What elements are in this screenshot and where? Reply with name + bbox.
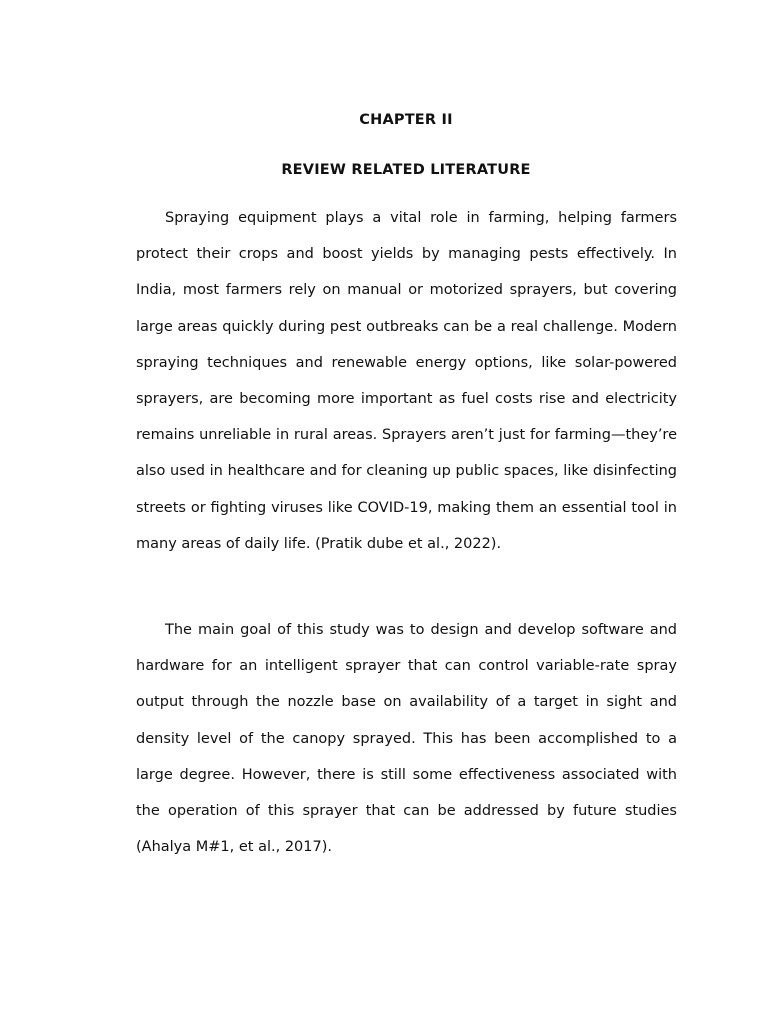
chapter-number-heading: CHAPTER II <box>359 112 453 128</box>
chapter-title-heading: REVIEW RELATED LITERATURE <box>281 162 531 178</box>
body-paragraph: The main goal of this study was to design and develop software and hardware for an intelligent sprayer that can control variable-rate spray output through the nozzle base on availability of a target in sight and density level of the canopy sprayed. This has been accomplished to a large degree. However, there is still some effectiveness associated with the operation of this sprayer that can be addressed by future studies (Ahalya M#1, et al., 2017). <box>136 622 677 856</box>
body-paragraph: Spraying equipment plays a vital role in farming, helping farmers protect their crops and boost yields by managing pests effectively. In India, most farmers rely on manual or motorized sprayers, but covering large areas quickly during pest outbreaks can be a real challenge. Modern spraying techniques and renewable energy options, like solar-powered sprayers, are becoming more important as fuel costs rise and electricity remains unreliable in rural areas. Sprayers aren’t just for farming—they’re also used in healthcare and for cleaning up public spaces, like disinfecting streets or fighting viruses like COVID-19, making them an essential tool in many areas of daily life. (Pratik dube et al., 2022). <box>136 210 677 552</box>
